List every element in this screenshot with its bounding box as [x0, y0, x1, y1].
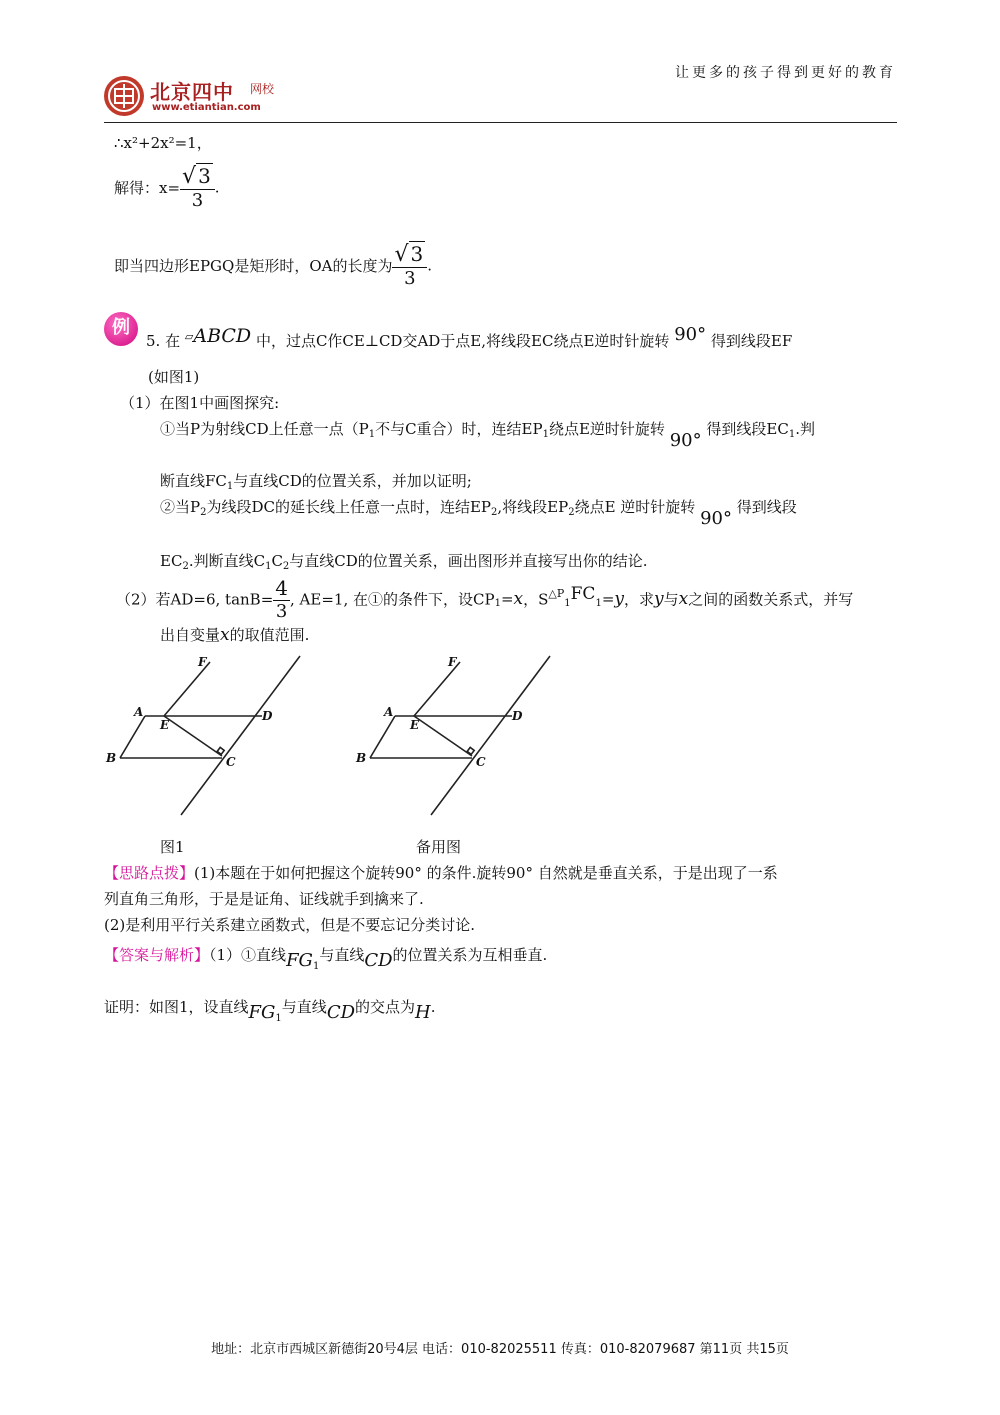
hint-line-3: (2)是利用平行关系建立函数式，但是不要忘记分类讨论. — [104, 916, 476, 934]
fig2-label-b: B — [356, 751, 367, 765]
figure-1 — [100, 650, 320, 820]
p1i-sub: 1 — [368, 429, 376, 440]
proof-cd: CD — [326, 1002, 356, 1023]
logo-url: www.etiantian.com — [152, 102, 261, 113]
fig1-label-f: F — [198, 655, 207, 669]
conclusion-text: 即当四边形EPGQ是矩形时，OA的长度为 — [114, 257, 393, 275]
fig1-label-b: B — [106, 751, 117, 765]
p1ii-d: 绕点E 逆时针旋转 — [574, 498, 696, 516]
p1i2-a: 断直线FC — [160, 472, 227, 490]
fig1-label-c: C — [226, 755, 236, 769]
q5-body: 中，过点C作CE⊥CD交AD于点E,将线段EC绕点E逆时针旋转 — [255, 332, 670, 350]
p1i-b: 不与C重合）时，连结EP — [375, 420, 543, 438]
conclusion-fraction: $\frac{√ 3}{3}$ — [392, 242, 427, 289]
p2-sub: 1 — [494, 598, 501, 609]
proof-a: 证明：如图1，设直线 — [104, 998, 249, 1016]
conclusion-radicand: 3 — [410, 242, 424, 266]
p1ii-sub3: 2 — [568, 507, 575, 518]
p2-c: = — [500, 590, 514, 608]
p2-d: ，S — [523, 590, 549, 609]
logo — [104, 76, 294, 118]
p1ii-degree: 90° — [700, 508, 732, 529]
part2-line2 — [160, 624, 309, 645]
p1i-degree: 90° — [669, 430, 702, 451]
solution-end: . — [214, 178, 220, 197]
p1ii2-a: EC — [160, 552, 183, 570]
answer-cd: CD — [364, 950, 393, 971]
p1i-e: .判 — [795, 420, 815, 438]
logo-net: 网校 — [250, 82, 275, 96]
proof-fg: FG — [248, 1002, 276, 1023]
answer-fg-sub: 1 — [312, 961, 320, 972]
p1ii2-sub2: 1 — [265, 561, 272, 572]
q5-end: 得到线段EF — [710, 332, 793, 350]
p1i2-b: 与直线CD的位置关系，并加以证明; — [233, 472, 472, 490]
fig2-label-d: D — [512, 709, 523, 723]
fig2-label-a: A — [384, 705, 394, 719]
solution-fraction: $\frac{√ 3}{3}$ — [180, 164, 215, 211]
line-conclusion — [114, 242, 432, 289]
proof-fg-sub: 1 — [275, 1013, 282, 1024]
proof-line — [104, 996, 436, 1024]
p1ii-c: ,将线段EP — [497, 498, 569, 516]
answer-c: 的位置关系为互相垂直. — [392, 946, 548, 964]
part1-item2-cont — [160, 550, 648, 572]
p1ii-sub: 2 — [200, 507, 207, 518]
fig2-label-f: F — [448, 655, 457, 669]
line-equation: ∴x²+2x²=1， — [114, 134, 212, 152]
q5-abcd: ABCD — [193, 325, 252, 347]
header-rule — [104, 122, 897, 123]
p1i-d: 得到线段EC — [706, 420, 789, 438]
figure-backup-caption: 备用图 — [416, 838, 462, 856]
q5-degree: 90° — [674, 324, 707, 345]
hint-text-1: (1)本题在于如何把握这个旋转90° 的条件.旋转90° 自然就是垂直关系，于是出现了一系 — [194, 864, 778, 882]
p2-x2: x — [678, 589, 689, 609]
p1i2-sub: 1 — [226, 481, 234, 492]
p2-triangle: △P — [548, 587, 565, 600]
conclusion-denominator: 3 — [392, 267, 427, 289]
p1ii2-b: .判断直线C — [188, 552, 266, 570]
p2-h: 之间的函数关系式，并写 — [688, 590, 854, 609]
p2-f: ，求 — [624, 590, 655, 609]
header-slogan: 让更多的孩子得到更好的教育 — [675, 65, 896, 81]
p1ii2-sub3: 2 — [282, 561, 290, 572]
p1ii2-d: 与直线CD的位置关系，画出图形并直接写出你的结论. — [289, 552, 648, 570]
p2-fc: FC — [570, 584, 596, 604]
logo-name: 北京四中 — [150, 80, 234, 104]
tanb-fraction — [273, 576, 290, 622]
conclusion-end: . — [427, 256, 433, 275]
figure-1-caption: 图1 — [160, 838, 185, 856]
p2-y: y — [614, 589, 625, 609]
p2-e: = — [601, 590, 615, 608]
p2-b: , AE=1, 在①的条件下，设CP — [290, 590, 495, 609]
fig2-label-c: C — [476, 755, 486, 769]
p1ii2-c: C — [271, 552, 283, 570]
parallelogram-icon: ▱ — [184, 330, 194, 343]
page-footer: 地址：北京市西城区新德街20号4层 电话：010-82025511 传真：010-82079687 第11页 共15页 — [211, 1342, 789, 1357]
p2-j: 的取值范围. — [229, 626, 310, 644]
answer-b: 与直线 — [319, 946, 365, 964]
p2-x3: x — [220, 625, 230, 645]
fig1-label-d: D — [262, 709, 273, 723]
answer-a: （1）①直线 — [209, 946, 287, 964]
proof-c: 的交点为 — [355, 998, 416, 1016]
p1ii-a: ②当P — [160, 498, 201, 516]
p2-sub3: 1 — [595, 598, 602, 609]
q5-figure-ref: (如图1) — [148, 368, 200, 386]
proof-end: . — [430, 998, 436, 1016]
solution-radicand: 3 — [198, 164, 211, 188]
solution-prefix: 解得：x= — [114, 179, 181, 197]
hint-line-2: 列直角三角形，于是是证角、证线就手到擒来了. — [104, 890, 424, 908]
proof-b: 与直线 — [281, 998, 327, 1016]
fig2-label-e: E — [410, 718, 420, 732]
part2-line1 — [116, 576, 853, 622]
p1ii-b: 为线段DC的延长线上任意一点时，连结EP — [206, 498, 492, 516]
part1-item1 — [160, 418, 815, 451]
proof-h: H — [415, 1002, 431, 1023]
solution-denominator: 3 — [180, 189, 215, 211]
p1i-sub2: 1 — [542, 429, 549, 440]
part1-title: （1）在图1中画图探究: — [120, 394, 280, 412]
answer-fg: FG — [286, 950, 313, 971]
hint-line-1 — [104, 862, 778, 883]
p2-x: x — [513, 589, 524, 609]
p1i-c: 绕点E逆时针旋转 — [548, 420, 665, 438]
p1ii-e: 得到线段 — [736, 498, 797, 516]
figure-backup — [350, 650, 570, 820]
line-solution — [114, 164, 220, 211]
hint-tag: 【思路点拨】 — [104, 864, 195, 882]
p1ii2-sub: 2 — [182, 561, 189, 572]
part1-item2 — [160, 496, 797, 529]
q5-prefix: 5. 在 — [146, 332, 181, 350]
fig1-label-a: A — [134, 705, 144, 719]
logo-emblem-icon — [104, 76, 144, 116]
p2-sub2: 1 — [564, 598, 571, 609]
p2-g: 与 — [663, 590, 679, 609]
p1i-sub3: 1 — [788, 429, 796, 440]
answer-line — [104, 944, 547, 972]
answer-tag: 【答案与解析】 — [104, 946, 210, 964]
fig1-label-e: E — [160, 718, 170, 732]
example-badge: 例 — [104, 312, 138, 346]
p2-a: （2）若AD=6, tanB= — [116, 590, 274, 609]
p1ii-sub2: 2 — [491, 507, 498, 518]
tanb-num: 4 — [275, 576, 289, 600]
part1-item1-cont — [160, 470, 472, 492]
p2-i: 出自变量 — [160, 626, 221, 644]
p2-y2: y — [654, 589, 664, 609]
tanb-den: 3 — [273, 600, 290, 622]
p1i-a: ①当P为射线CD上任意一点（P — [160, 420, 369, 438]
question-5-stem — [146, 324, 792, 351]
